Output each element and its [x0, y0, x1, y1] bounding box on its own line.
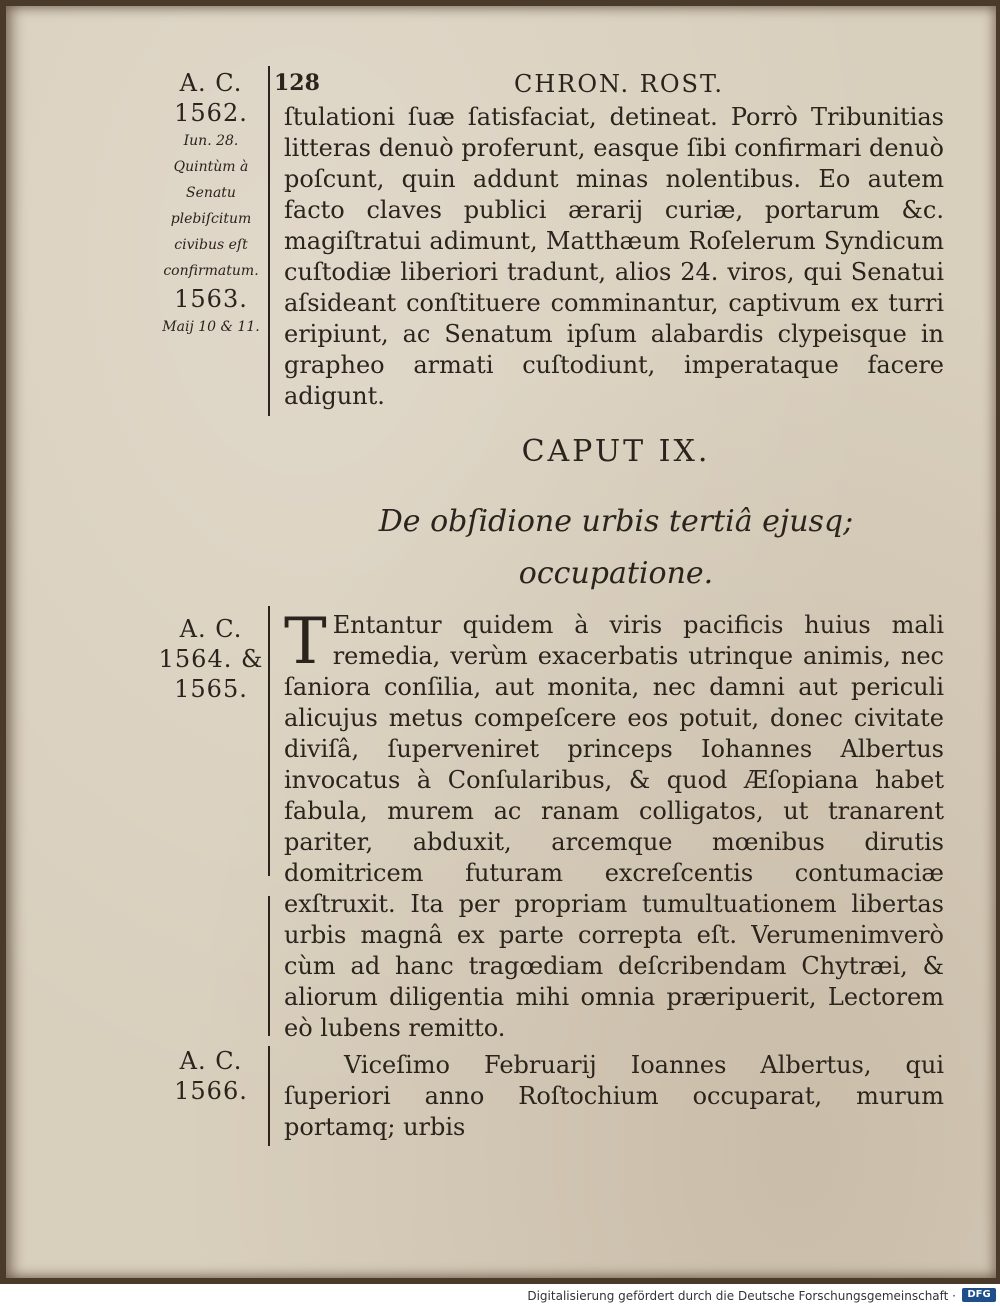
margin-year-2: 1563. — [174, 285, 248, 313]
margin-ac: A. C. — [179, 69, 243, 97]
subtitle-line-2: occupatione. — [518, 556, 714, 591]
margin-rule-3 — [268, 896, 270, 1036]
paragraph-2 — [284, 605, 944, 1044]
margin-rule-1 — [268, 66, 270, 416]
drop-cap: T — [284, 605, 327, 679]
paragraph-3: Viceſimo Februarij Ioannes Albertus, qui ſuperiori anno Roſtochium occuparat, murum portamq; urbis — [284, 1051, 944, 1141]
running-head — [274, 70, 954, 102]
book-page — [6, 6, 996, 1278]
margin-ac: A. C. — [179, 1047, 243, 1075]
margin-note-1562 — [156, 68, 266, 340]
margin-rule-4 — [268, 1046, 270, 1146]
page-number: 128 — [274, 70, 320, 96]
running-title: CHRON. ROST. — [514, 70, 725, 98]
chapter-heading: CAPUT IX. — [521, 434, 711, 469]
subtitle-line-1: De obſidione urbis tertiâ ejusq; — [378, 504, 854, 539]
margin-year: 1566. — [174, 1077, 248, 1105]
footer — [0, 1286, 1000, 1306]
margin-year: 1564. & — [158, 645, 264, 673]
margin-date: Iun. 28. — [183, 133, 239, 149]
paragraph-2-text: Entantur quidem à viris pacificis huius mali remedia, verùm exacerbatis utrinque animis, nec ſaniora conſilia, aut monita, nec damni aut periculi alicujus metus compeſcere eos potuit, donec civitate diviſâ, ſuperveniret princeps Iohannes Albertus invocatus à Conſularibus, & quod Æſopiana habet fabula, murem ac ranam colligatos, ut tranarent pariter, abduxit, arcemque mœnibus dirutis domitricem futuram excreſcentis contumaciæ exſtruxit. Ita per propriam tumultuationem libertas urbis magnâ ex parte correpta eſt. Verumenimverò cùm ad hanc tragœdiam deſcribendam Chytræi, & aliorum diligentia mihi omnia præripuerit, Lectorem eò lubens remitto. — [284, 611, 944, 1042]
margin-note-1564 — [156, 614, 266, 704]
dfg-logo: DFG — [962, 1288, 996, 1302]
margin-rule-2 — [268, 606, 270, 876]
margin-ac: A. C. — [179, 615, 243, 643]
margin-date-2: Maij 10 & 11. — [162, 319, 260, 335]
margin-year: 1562. — [174, 99, 248, 127]
margin-note-1566 — [156, 1046, 266, 1106]
paragraph-1: ſtulationi ſuæ ſatisfaciat, detineat. Porrò Tribunitias litteras denuò proferunt, easque ſibi confirmari denuò poſcunt, quin addunt minas nolentibus. Eo autem facto claves publici ærarij curiæ, portarum &c. magiſtratui adimunt, Matthæum Roſelerum Syndicum cuſtodiæ liberiori tradunt, alios 24. viros, qui Senatui aſsideant conſtituere comminantur, captivum ex turri eripiunt, ac Senatum ipſum alabardis clypeisque in grapheo armati cuſtodiunt, imperataque facere adigunt. — [284, 103, 944, 410]
chapter-subtitle — [276, 496, 956, 600]
footer-credit: Digitalisierung gefördert durch die Deutsche Forschungsgemeinschaft · — [527, 1289, 956, 1303]
margin-note: Quintùm à Senatu plebiſcitum civibus eſt confirmatum. — [163, 159, 259, 279]
margin-year-2: 1565. — [174, 675, 248, 703]
